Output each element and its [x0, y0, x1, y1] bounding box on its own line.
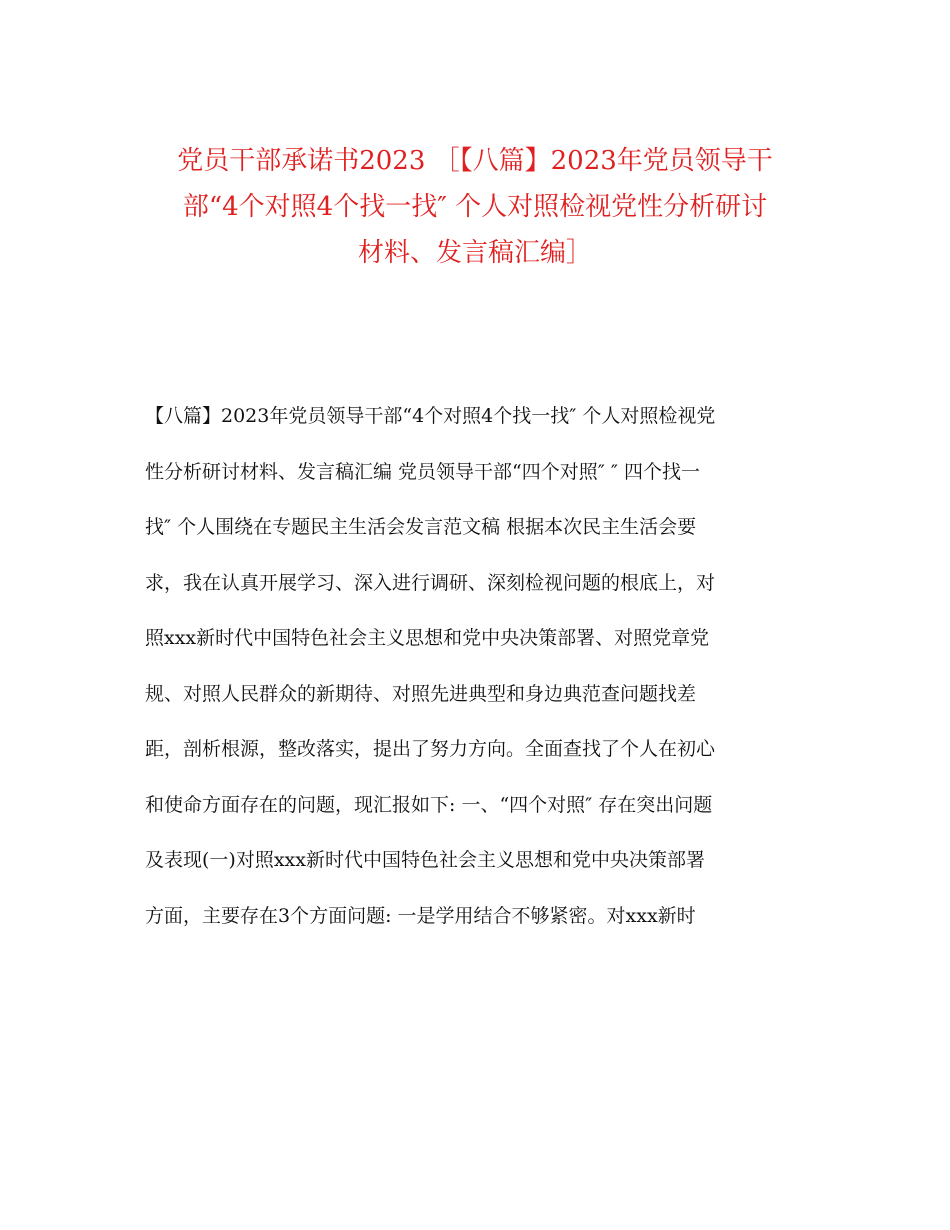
title-line-3: 材料、发言稿汇编］ [357, 238, 592, 268]
body-line-9: 及表现(一)对照xxx新时代中国特色社会主义思想和党中央决策部署 [145, 849, 705, 871]
body-line-7: 距，剖析根源，整改落实，提出了努力方向。全面查找了个人在初心 [145, 738, 716, 760]
body-line-6: 规、对照人民群众的新期待、对照先进典型和身边典范查问题找差 [145, 682, 697, 705]
body-line-2: 性分析研讨材料、发言稿汇编 党员领导干部“四个对照″ ″ 四个找一 [145, 460, 701, 483]
body-line-10: 方面，主要存在3个方面问题: 一是学用结合不够紧密。对xxx新时 [145, 904, 696, 927]
body-line-5: 照xxx新时代中国特色社会主义思想和党中央决策部署、对照党章党 [145, 627, 710, 649]
body-line-1: 【八篇】2023年党员领导干部“4个对照4个找一找″ 个人对照检视党 [145, 405, 716, 427]
document-title [140, 138, 810, 276]
body-line-8: 和使命方面存在的问题，现汇报如下: 一、“四个对照″ 存在突出问题 [145, 793, 713, 816]
body-line-3: 找″ 个人围绕在专题民主生活会发言范文稿 根据本次民主生活会要 [145, 516, 697, 538]
document-body [145, 400, 810, 955]
title-line-1: 党员干部承诺书2023 ［【八篇】2023年党员领导干 [177, 146, 773, 176]
body-line-4: 求，我在认真开展学习、深入进行调研、深刻检视问题的根底上，对 [145, 571, 716, 594]
title-line-2: 部“4个对照4个找一找″ 个人对照检视党性分析研讨 [182, 192, 768, 222]
